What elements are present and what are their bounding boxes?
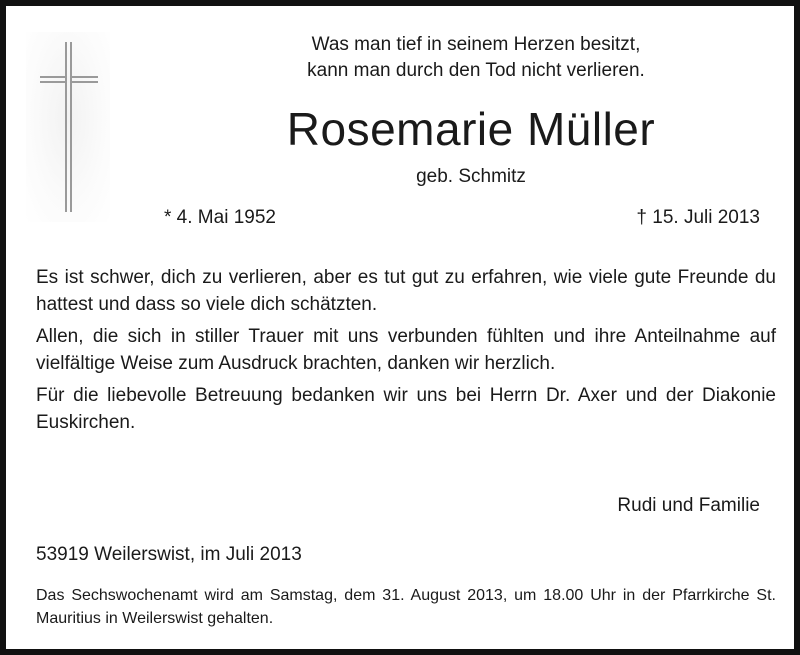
cross-graphic: [26, 32, 110, 222]
motto: [206, 32, 746, 84]
message-body: [36, 264, 776, 441]
deceased-name: Rosemarie Müller: [286, 103, 656, 155]
place-date: 53919 Weilerswist, im Juli 2013: [36, 544, 302, 565]
message-paragraph-2: Allen, die sich in stiller Trauer mit uns verbunden fühlten und ihre Anteilnahme auf vielfältige Weise zum Ausdruck brachten, danken wir herzlich.: [36, 326, 776, 374]
maiden-name: geb. Schmitz: [416, 166, 526, 187]
motto-line-1: Was man tief in seinem Herzen besitzt,: [311, 34, 641, 55]
message-paragraph-3: Für die liebevolle Betreuung bedanken wir uns bei Herrn Dr. Axer und der Diakonie Euskirchen.: [36, 385, 776, 433]
message-paragraph-1: Es ist schwer, dich zu verlieren, aber es tut gut zu erfahren, wie viele gute Freunde du hattest und dass so viele dich schätzten.: [36, 267, 776, 315]
motto-line-2: kann man durch den Tod nicht verlieren.: [307, 60, 645, 81]
signature: Rudi und Familie: [617, 495, 760, 516]
mass-notice: Das Sechswochenamt wird am Samstag, dem 31. August 2013, um 18.00 Uhr in der Pfarrkirche St. Mauritius in Weilerswist gehalten.: [36, 587, 776, 627]
birth-date: * 4. Mai 1952: [164, 207, 276, 228]
cross-icon: [26, 32, 110, 222]
death-date: † 15. Juli 2013: [636, 207, 760, 228]
